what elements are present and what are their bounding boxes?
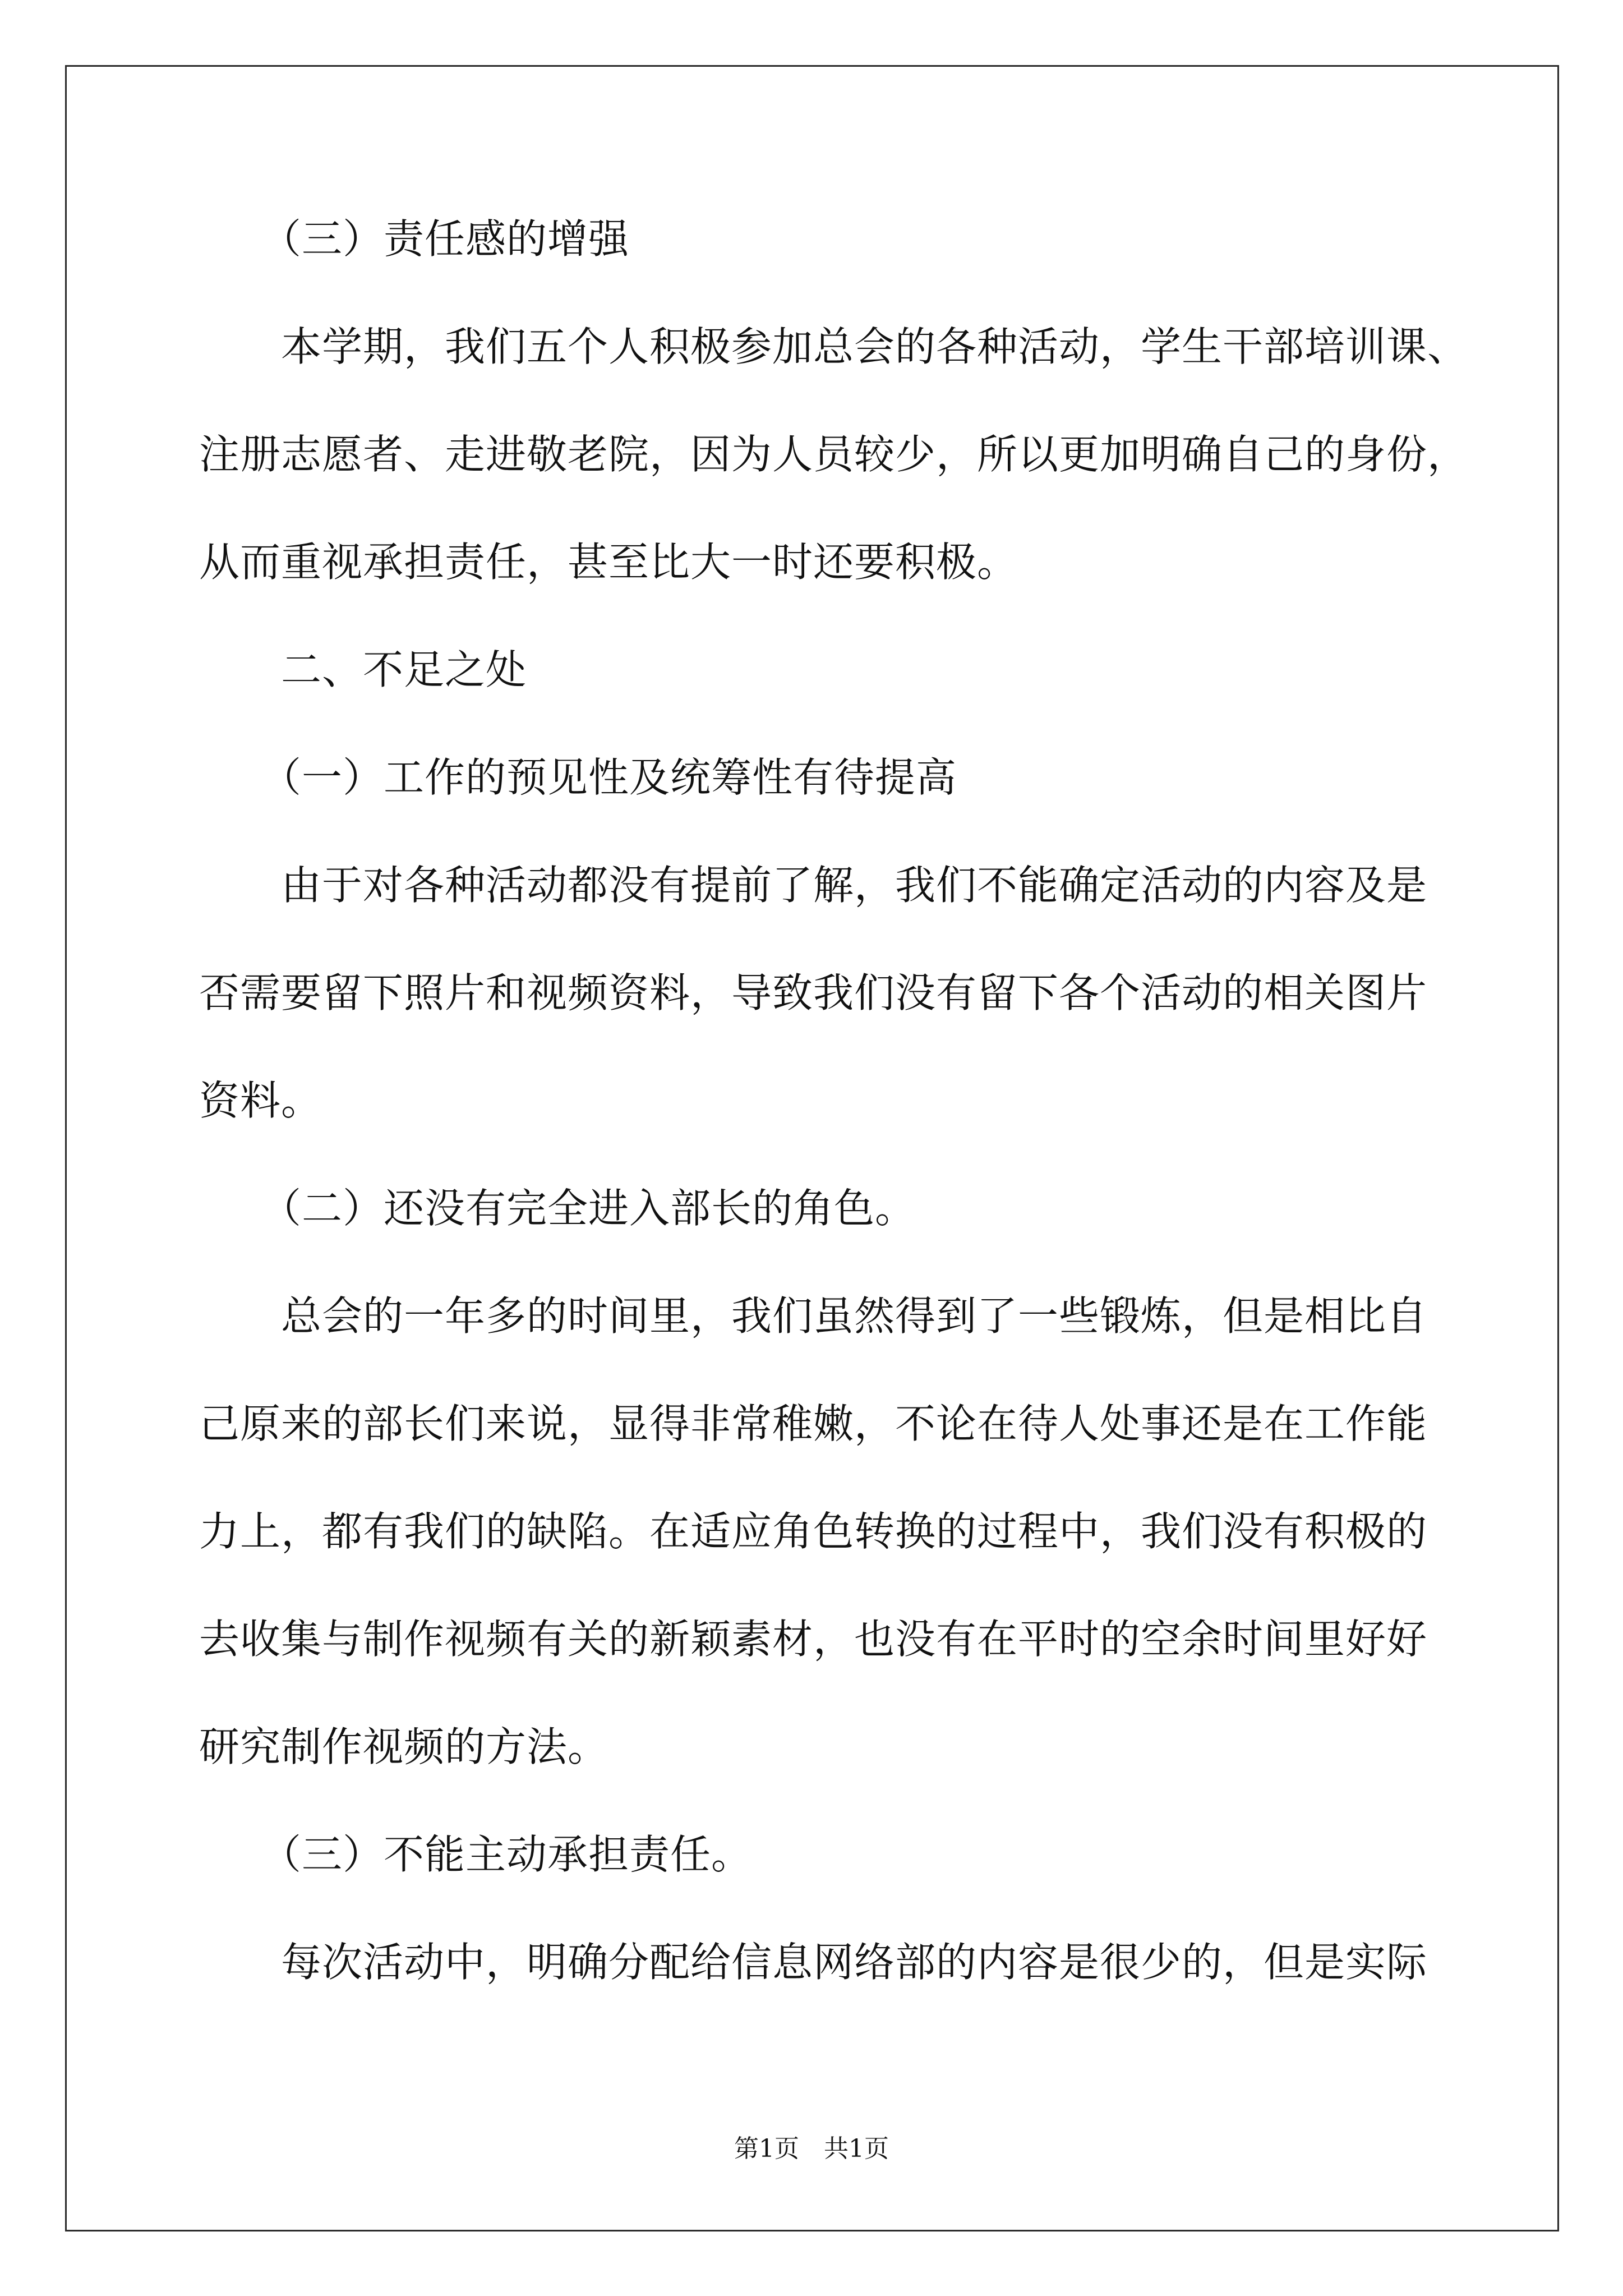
paragraph-line: 由于对各种活动都没有提前了解，我们不能确定活动的内容及是 bbox=[199, 862, 1428, 909]
section-heading-shortcomings: 二、不足之处 bbox=[199, 646, 527, 693]
subheading-role: （二）还没有完全进入部长的角色。 bbox=[199, 1185, 916, 1232]
paragraph-line: 每次活动中，明确分配给信息网络部的内容是很少的，但是实际 bbox=[199, 1939, 1428, 1986]
page-number-footer: 第1页 共1页 bbox=[734, 2134, 889, 2163]
paragraph-line: 总会的一年多的时间里，我们虽然得到了一些锻炼，但是相比自 bbox=[199, 1292, 1428, 1340]
subheading-foresight: （一）工作的预见性及统筹性有待提高 bbox=[199, 754, 957, 801]
paragraph-line: 资料。 bbox=[199, 1077, 322, 1124]
paragraph-line: 去收集与制作视频有关的新颖素材，也没有在平时的空余时间里好好 bbox=[199, 1616, 1428, 1663]
paragraph-line: 从而重视承担责任，甚至比大一时还要积极。 bbox=[199, 539, 1018, 586]
paragraph-line: 注册志愿者、走进敬老院，因为人员较少，所以更加明确自己的身份， bbox=[199, 431, 1469, 478]
paragraph-line: 研究制作视频的方法。 bbox=[199, 1723, 609, 1770]
paragraph-line: 力上，都有我们的缺陷。在适应角色转换的过程中，我们没有积极的 bbox=[199, 1508, 1428, 1555]
document-body bbox=[199, 212, 1469, 1989]
paragraph-line: 否需要留下照片和视频资料，导致我们没有留下各个活动的相关图片 bbox=[199, 969, 1428, 1016]
paragraph-line: 己原来的部长们来说，显得非常稚嫩，不论在待人处事还是在工作能 bbox=[199, 1400, 1428, 1447]
paragraph-line: 本学期，我们五个人积极参加总会的各种活动，学生干部培训课、 bbox=[199, 323, 1469, 370]
subheading-initiative: （三）不能主动承担责任。 bbox=[199, 1831, 753, 1878]
heading-responsibility: （三）责任感的增强 bbox=[199, 215, 630, 263]
